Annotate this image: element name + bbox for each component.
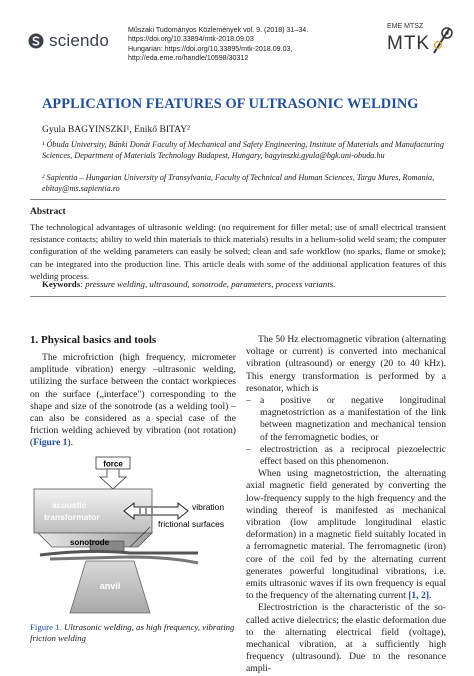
affiliation-2: ² Sapientia – Hungarian University of Transylvania, Faculty of Technical and Human Sciences, Targu Mures, Romania, ebitay@ms.sapientia.ro (42, 173, 435, 193)
ultrasonic-welding-figure (30, 455, 236, 615)
bullet-dash: – (246, 395, 251, 407)
divider-top (30, 199, 446, 200)
keywords-label: Keywords (42, 279, 81, 289)
journal-line[interactable]: Hungarian: https://doi.org/10.33895/mtk-2018.09.03, (128, 44, 293, 53)
keywords (42, 278, 442, 290)
affiliation-1: ¹ Óbuda University, Bánki Donát Faculty of Mechanical and Safety Engineering, Institute of Materials and Manufacturing Sciences, Department of Materials Technology Budapest, Hungary, bagyinszki.gyula@bgk.uni-obuda.hu (42, 140, 444, 160)
journal-line[interactable]: https://doi.org/10.33894/mtk-2018.09.03 (128, 35, 254, 44)
frictional-surfaces-label: frictional surfaces (158, 519, 225, 529)
para-end: . (429, 590, 432, 602)
section-paragraph (30, 352, 236, 450)
author-list: Gyula BAGYINSZKI¹, Enikő BITAY² (42, 124, 190, 135)
right-column (246, 334, 446, 676)
force-label: force (103, 459, 123, 469)
sciendo-logo-icon (28, 33, 44, 49)
journal-line[interactable]: http://eda.eme.ro/handle/10598/30312 (128, 53, 249, 62)
vibration-label: vibration (192, 502, 225, 512)
gear-icon (431, 25, 453, 55)
paragraph (246, 468, 446, 602)
sciendo-logo (28, 31, 109, 51)
mtk-logo-big: MTK (387, 33, 431, 54)
caption-label[interactable]: Figure 1. (30, 622, 62, 632)
paragraph: The 50 Hz electromagnetic vibration (alternating voltage or current) is converted into mechanical vibration (ultrasound) or energy (20 to 40 kHz). This energy transformation is performed by a resonator, which is (246, 334, 446, 394)
paper-title: APPLICATION FEATURES OF ULTRASONIC WELDING (42, 96, 419, 112)
bullet-text: a positive or negative longitudinal magnetostriction as a manifestation of the link between magnetization and mechanical tension of the ferromagnetic bodies, or (260, 395, 446, 443)
bullet-item (246, 395, 446, 444)
sciendo-logo-text: sciendo (49, 31, 109, 50)
para-text-end: ). (67, 437, 73, 449)
keywords-text: : pressure welding, ultrasound, sonotrode, parameters, process variants. (80, 279, 336, 289)
workpiece-upper (40, 551, 198, 555)
figure-caption (30, 622, 236, 644)
bullet-dash: – (246, 443, 251, 455)
mtk-logo (385, 19, 455, 59)
bullet-text: electrostriction as a reciprocal piezoelectric effect based on this phenomenon. (260, 443, 446, 468)
transformator-label: transformator (44, 512, 100, 522)
paragraph: Electrostriction is the characteristic of the so-called active dielectrics; the elastic deformation due to the alternating electrical field (voltage), mechanical vibration, at a sufficiently high frequency (ultrasound). Due to the resonance ampli- (246, 602, 446, 675)
section-heading: 1. Physical basics and tools (30, 334, 157, 346)
mtk-logo-top: EME MTSZ (387, 23, 424, 30)
bullet-item (246, 444, 446, 468)
acoustic-label: acoustic (52, 500, 87, 510)
journal-info (128, 26, 368, 63)
abstract-text: The technological advantages of ultrasonic welding: (no requirement for filler metal; use of small electrical transient resistance contacts; ability to weld thin materials to thick materials) results in a helium-solid weld seam; the computer configuration of the welding parameters can easily be solved; clean and safe workflow (no sparks, flame or smoke); can be integrated into the production line. This article deals with some of the additional application features of this welding process. (30, 222, 446, 281)
abstract-heading: Abstract (30, 206, 66, 217)
sonotrode-label: sonotrode (70, 538, 110, 547)
figure-link[interactable]: Figure 1 (33, 437, 68, 449)
vibration-arrow (124, 503, 188, 519)
anvil-label: anvil (99, 581, 121, 591)
para-text: The microfriction (high frequency, micrometer amplitude vibration) energy –ultrasonic welding, utilizing the surface between the contact workpieces on the surface („interface") corresponding to the shape and size of the sonotrode (as a welding tool) – can also be considered as a special case of the friction welding achieved by vibration (not rotation) ( (30, 352, 236, 449)
reference-link[interactable]: [1, 2] (408, 590, 430, 602)
para-text: When using magnetostriction, the alternating axial magnetic field generated by converting the low-frequency supply to the high frequency and the winding thereof is manifested as mechanical vibration (low amplitude longitudinal elastic deformation) in a magnetic field suitably located in a ferromagnetic material. The ferromagnetic (iron) core of the coil fed by the alternating current generates powerful longitudinal vibrations, i.e. emits ultrasonic waves if its own frequency is equal to the frequency of the alternating current (246, 468, 446, 602)
divider-bottom (30, 296, 446, 297)
journal-line: Műszaki Tudományos Közlemények vol. 9. (2018) 31–34. (128, 26, 309, 34)
caption-text: Ultrasonic welding, as high frequency, vibrating friction welding (30, 622, 235, 644)
